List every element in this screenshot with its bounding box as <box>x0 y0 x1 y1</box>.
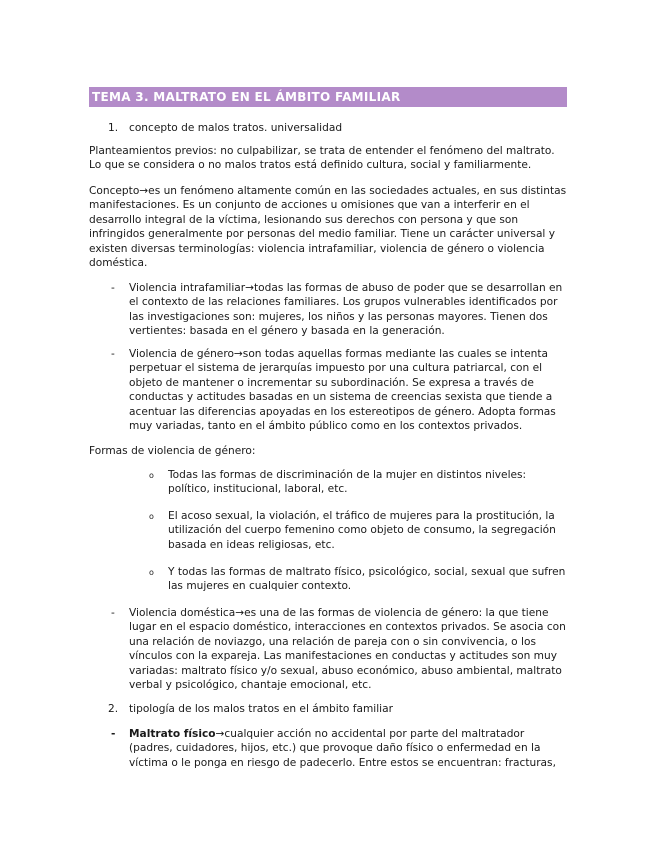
bullet-intrafamiliar-text: Violencia intrafamiliar→todas las formas de abuso de poder que se desarrollan en el contexto de las relaciones familiares. Los grupos vulnerables identificados por las investigaciones son: mujeres, los niños y las personas mayores. Tienen dos vertientes: basada en el género y basada en la generación. <box>129 282 563 338</box>
sub-item-text: El acoso sexual, la violación, el tráfico de mujeres para la prostitución, la utilización del cuerpo femenino como objeto de consumo, la segregación basada en ideas religiosas, etc. <box>168 510 556 551</box>
dash-marker-intrafamiliar: - <box>111 282 115 294</box>
list-number-2: 2. <box>108 703 119 715</box>
bullet-fisico-text <box>129 727 567 770</box>
dash-marker-domestica: - <box>111 607 115 619</box>
dash-marker-genero: - <box>111 348 115 360</box>
maltrato-fisico-body: →cualquier acción no accidental por parte del maltratador (padres, cuidadores, hijos, etc.) que provoque daño físico o enfermedad en la víctima o le ponga en riesgo de padecerlo. Entre estos se encuentran: fracturas, <box>129 728 556 769</box>
list-number-1: 1. <box>108 122 119 134</box>
dash-marker-fisico: - <box>111 728 116 740</box>
paragraph-planteamientos: Planteamientos previos: no culpabilizar, se trata de entender el fenómeno del maltrato. Lo que se considera o no malos tratos está definido cultura, social y familiarmente. <box>89 145 555 172</box>
sub-item-text: Todas las formas de discriminación de la mujer en distintos niveles: político, institucional, laboral, etc. <box>168 469 527 496</box>
circle-marker: o <box>149 471 154 480</box>
list-item-1-text: concepto de malos tratos. universalidad <box>129 122 343 134</box>
bullet-domestica-text: Violencia doméstica→es una de las formas de violencia de género: la que tiene lugar en el espacio doméstico, interacciones en contextos privados. Se asocia con una relación de noviazgo, una relación de pareja con o sin convivencia, o los vínculos con la expareja. Las manifestaciones en conductas y actitudes son muy variadas: maltrato físico y/o sexual, abuso económico, abuso ambiental, maltrato verbal y psicológico, chantaje emocional, etc. <box>129 607 566 692</box>
section-title: TEMA 3. MALTRATO EN EL ÁMBITO FAMILIAR <box>89 87 567 107</box>
paragraph-concepto: Concepto→es un fenómeno altamente común en las sociedades actuales, en sus distintas manifestaciones. Es un conjunto de acciones u omisiones que van a interferir en el desarrollo integral de la víctima, lesionando sus derechos con persona y que son infringidos generalmente por personas del medio familiar. Tiene un carácter universal y existen diversas terminologías: violencia intrafamiliar, violencia de género o violencia doméstica. <box>89 185 567 270</box>
paragraph-formas: Formas de violencia de género: <box>89 445 256 457</box>
circle-marker: o <box>149 512 154 521</box>
circle-marker: o <box>149 568 154 577</box>
list-item-2-text: tipología de los malos tratos en el ámbito familiar <box>129 703 393 715</box>
sub-item-text: Y todas las formas de maltrato físico, psicológico, social, sexual que sufren las mujeres en cualquier contexto. <box>168 566 566 593</box>
bullet-genero-text: Violencia de género→son todas aquellas formas mediante las cuales se intenta perpetuar el sistema de jerarquías impuesto por una cultura patriarcal, con el objeto de mantener o incrementar su subordinación. Se expresa a través de conductas y actitudes basadas en un sistema de creencias sexista que tiende a acentuar las diferencias apoyadas en los estereotipos de género. Adopta formas muy variadas, tanto en el ámbito público como en los contextos privados. <box>129 348 556 433</box>
maltrato-fisico-label: Maltrato físico <box>129 728 216 740</box>
